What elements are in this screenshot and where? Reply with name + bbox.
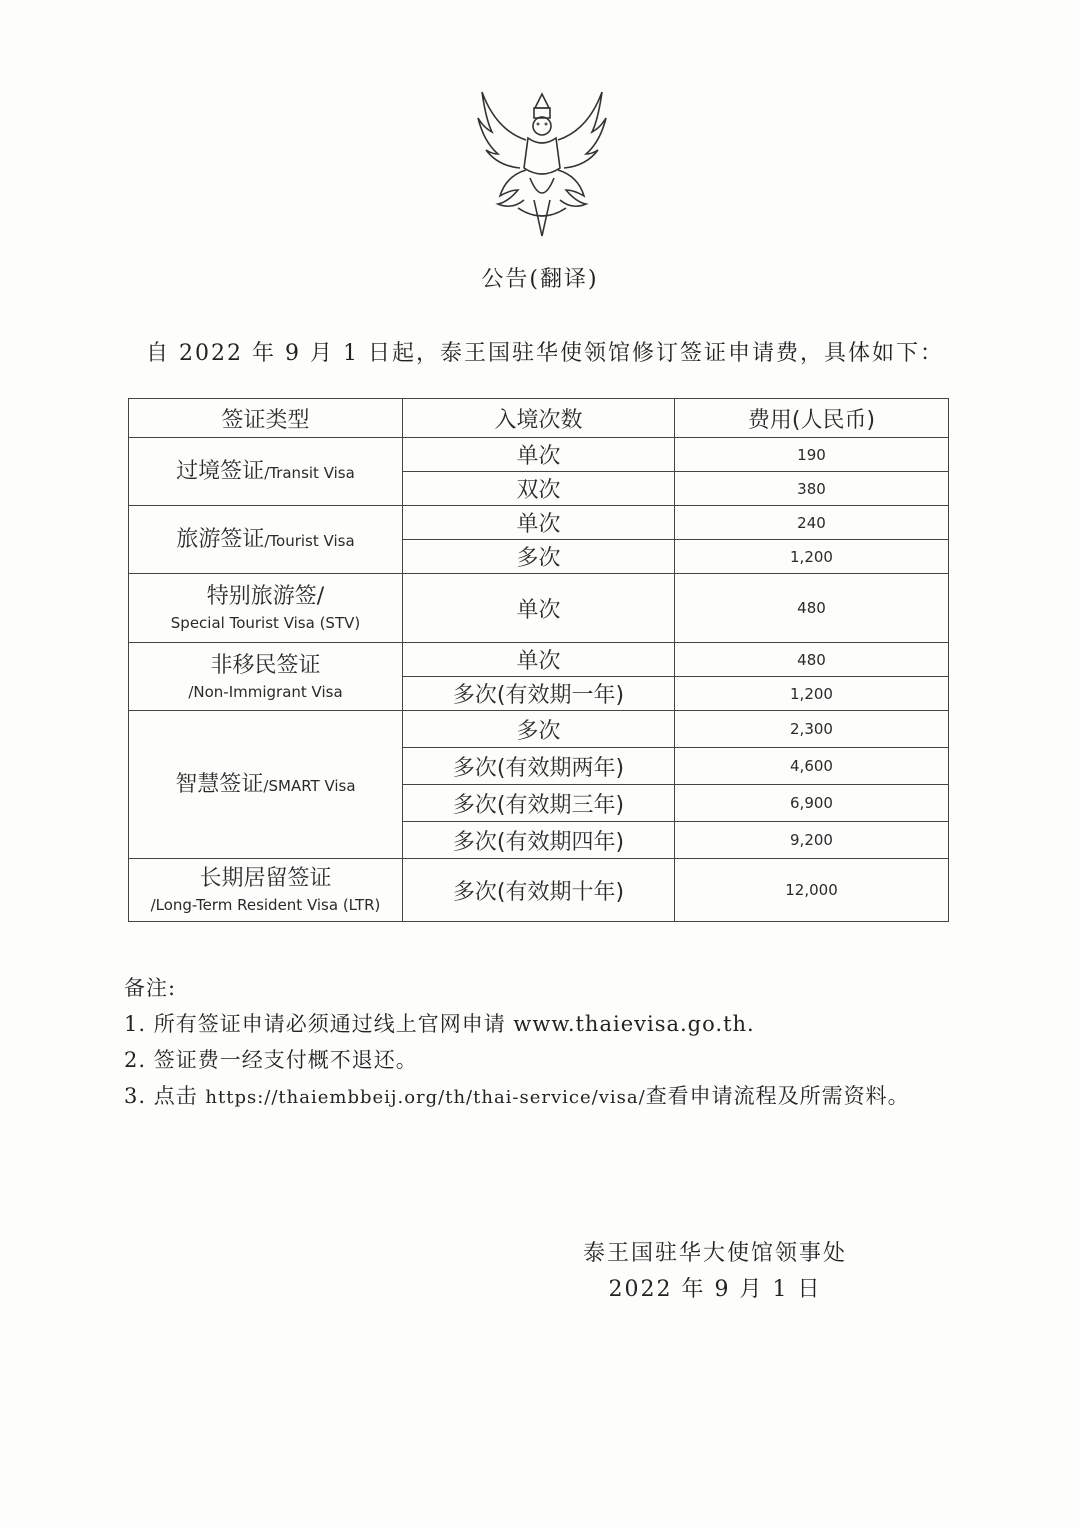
visa-type-cell xyxy=(129,711,403,859)
entry-cell: 多次(有效期三年) xyxy=(403,785,675,822)
notes-heading: 备注: xyxy=(124,976,177,1000)
signature-block xyxy=(570,1236,860,1308)
fee-cell: 1,200 xyxy=(675,540,949,574)
visa-type-cn: 非移民签证 xyxy=(210,652,321,678)
entry-cell: 多次 xyxy=(403,540,675,574)
visa-type-en: /SMART Visa xyxy=(263,776,356,795)
visa-type-en: /Transit Visa xyxy=(264,463,355,482)
visa-type-cell xyxy=(129,506,403,574)
visa-fee-table-wrapper xyxy=(128,398,948,922)
visa-type-cn: 特别旅游签/ xyxy=(206,584,325,610)
fee-cell: 2,300 xyxy=(675,711,949,748)
visa-type-cell xyxy=(129,859,403,922)
visa-type-cn: 长期居留签证 xyxy=(199,866,332,892)
visa-type-en: /Tourist Visa xyxy=(264,531,355,550)
entry-cell: 多次(有效期两年) xyxy=(403,748,675,785)
fee-cell: 380 xyxy=(675,472,949,506)
note-item: 2. 签证费一经支付概不退还。 xyxy=(124,1048,418,1072)
visa-type-cell xyxy=(129,438,403,506)
header-entries: 入境次数 xyxy=(403,399,675,438)
visa-fee-table xyxy=(128,398,949,922)
entry-cell: 多次(有效期十年) xyxy=(403,859,675,922)
signature-org: 泰王国驻华大使馆领事处 xyxy=(582,1241,847,1266)
note-item xyxy=(124,1078,910,1116)
signature-date: 2022 年 9 月 1 日 xyxy=(608,1277,822,1302)
fee-cell: 240 xyxy=(675,506,949,540)
visa-type-en: /Long-Term Resident Visa (LTR) xyxy=(150,896,381,915)
fee-cell: 480 xyxy=(675,643,949,677)
table-row xyxy=(129,574,949,643)
header-visa-type: 签证类型 xyxy=(129,399,403,438)
visa-type-cell xyxy=(129,574,403,643)
fee-cell: 12,000 xyxy=(675,859,949,922)
table-row xyxy=(129,506,949,540)
table-row xyxy=(129,643,949,677)
note-item: 1. 所有签证申请必须通过线上官网申请 www.thaievisa.go.th. xyxy=(124,1012,755,1036)
visa-type-cn: 智慧签证 xyxy=(175,771,264,797)
fee-cell: 480 xyxy=(675,574,949,643)
entry-cell: 多次(有效期一年) xyxy=(403,677,675,711)
visa-type-cn: 旅游签证 xyxy=(176,526,265,552)
visa-type-en: /Non-Immigrant Visa xyxy=(188,682,343,701)
visa-type-cell xyxy=(129,643,403,711)
entry-cell: 单次 xyxy=(403,506,675,540)
visa-type-en: Special Tourist Visa (STV) xyxy=(170,614,361,633)
fee-cell: 6,900 xyxy=(675,785,949,822)
intro-paragraph: 自 2022 年 9 月 1 日起，泰王国驻华使领馆修订签证申请费，具体如下： xyxy=(146,341,944,366)
entry-cell: 单次 xyxy=(403,643,675,677)
entry-cell: 单次 xyxy=(403,574,675,643)
garuda-emblem-icon xyxy=(468,82,616,242)
note-item-suffix: 查看申请流程及所需资料。 xyxy=(645,1084,910,1108)
entry-cell: 单次 xyxy=(403,438,675,472)
fee-cell: 190 xyxy=(675,438,949,472)
entry-cell: 多次 xyxy=(403,711,675,748)
table-row xyxy=(129,438,949,472)
table-row xyxy=(129,711,949,748)
notes-section xyxy=(124,970,910,1116)
note-item-prefix: 3. 点击 xyxy=(124,1084,206,1108)
visa-info-link[interactable]: https://thaiembbeij.org/th/thai-service/visa/ xyxy=(205,1087,646,1108)
notice-title: 公告(翻译) xyxy=(481,267,599,292)
fee-cell: 9,200 xyxy=(675,822,949,859)
fee-cell: 1,200 xyxy=(675,677,949,711)
fee-cell: 4,600 xyxy=(675,748,949,785)
table-row xyxy=(129,859,949,922)
table-header-row xyxy=(129,399,949,438)
header-fee: 费用(人民币) xyxy=(675,399,949,438)
entry-cell: 多次(有效期四年) xyxy=(403,822,675,859)
entry-cell: 双次 xyxy=(403,472,675,506)
visa-type-cn: 过境签证 xyxy=(176,458,265,484)
